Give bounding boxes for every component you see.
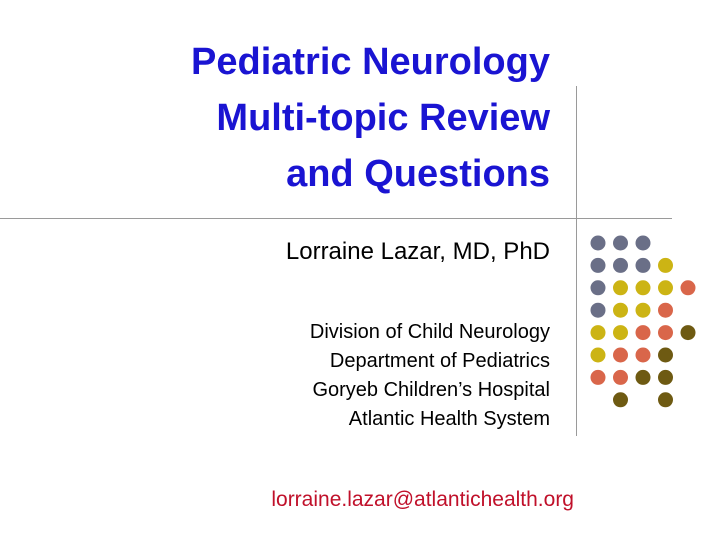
decorative-dot bbox=[591, 236, 606, 251]
decorative-dot bbox=[658, 392, 673, 407]
decorative-dot bbox=[613, 258, 628, 273]
decorative-dot bbox=[636, 280, 651, 295]
decorative-dot bbox=[658, 370, 673, 385]
decorative-dot bbox=[636, 325, 651, 340]
decorative-dot bbox=[658, 348, 673, 363]
decorative-dot bbox=[591, 370, 606, 385]
decorative-dot bbox=[636, 258, 651, 273]
contact-email: lorraine.lazar@atlantichealth.org bbox=[271, 488, 574, 511]
affiliation-line-2: Department of Pediatrics bbox=[329, 350, 550, 372]
decorative-dot bbox=[613, 280, 628, 295]
decorative-dot bbox=[658, 325, 673, 340]
decorative-dot bbox=[613, 348, 628, 363]
title-line-2: Multi-topic Review bbox=[216, 97, 550, 139]
decorative-dot bbox=[636, 370, 651, 385]
decorative-dot bbox=[681, 280, 696, 295]
decorative-dot bbox=[658, 303, 673, 318]
decorative-dot bbox=[658, 258, 673, 273]
decorative-dot bbox=[613, 325, 628, 340]
affiliation-line-1: Division of Child Neurology bbox=[309, 321, 550, 343]
decorative-dot bbox=[658, 280, 673, 295]
decorative-dot bbox=[636, 236, 651, 251]
decorative-dot bbox=[636, 303, 651, 318]
decorative-dot bbox=[636, 348, 651, 363]
affiliation-line-4: Atlantic Health System bbox=[348, 408, 550, 430]
decorative-dot bbox=[591, 348, 606, 363]
title-line-1: Pediatric Neurology bbox=[191, 41, 550, 83]
decorative-dot bbox=[591, 303, 606, 318]
decorative-dot bbox=[591, 258, 606, 273]
decorative-dot bbox=[613, 392, 628, 407]
decorative-dot bbox=[591, 325, 606, 340]
decorative-dot bbox=[613, 303, 628, 318]
decorative-dot bbox=[613, 370, 628, 385]
decorative-dot bbox=[591, 280, 606, 295]
title-line-3: and Questions bbox=[286, 153, 550, 195]
decorative-dot bbox=[681, 325, 696, 340]
decorative-dot bbox=[613, 236, 628, 251]
affiliation-line-3: Goryeb Children’s Hospital bbox=[312, 379, 550, 401]
author-name: Lorraine Lazar, MD, PhD bbox=[285, 238, 550, 265]
